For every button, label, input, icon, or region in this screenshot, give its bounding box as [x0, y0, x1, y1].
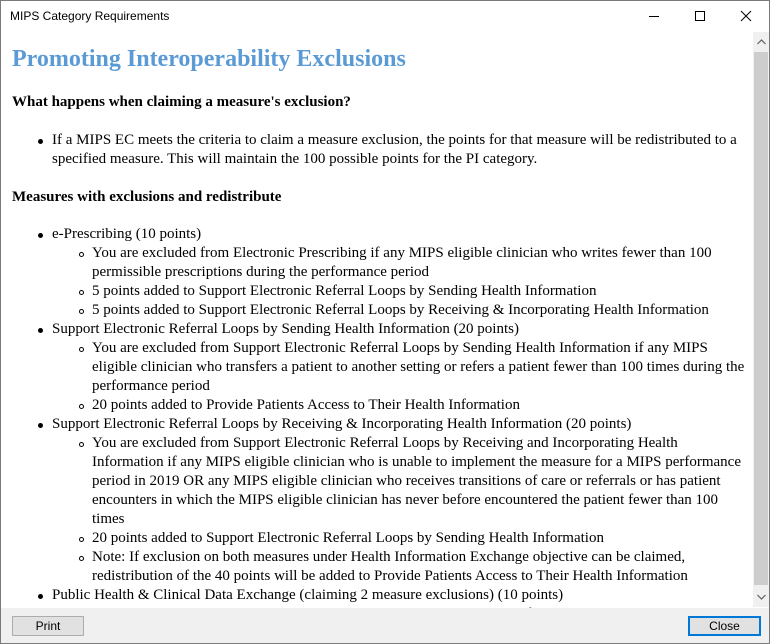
subitem-text: You are excluded from Support Electronic Referral Loops by Sending Health Information if any MIPS [92, 340, 708, 356]
print-button[interactable]: Print [12, 616, 84, 636]
scroll-down-arrow-icon [757, 594, 766, 600]
title-bar[interactable] [1, 1, 769, 31]
sub-bullet-icon [79, 442, 84, 447]
measure-label: e-Prescribing (10 points) [52, 226, 202, 242]
maximize-button[interactable] [677, 1, 723, 31]
scroll-up-arrow-icon [757, 39, 766, 45]
maximize-icon [695, 11, 705, 21]
intro-text-line: specified measure. This will maintain the 100 possible points for the PI category. [52, 151, 538, 167]
subitem-text: redistribution of the 40 points will be added to Provide Patients Access to Their Health Information [92, 568, 688, 584]
sub-bullet-icon [79, 290, 84, 295]
sub-bullet-icon [79, 309, 84, 314]
subitem-text: period in 2019 OR any MIPS eligible clinician who receives transitions of care or referrals or has patient [92, 473, 721, 489]
content-area[interactable] [1, 32, 753, 607]
subitem-text: encounters in which the MIPS eligible clinician has never before encountered the patient fewer than 100 [92, 492, 719, 508]
sub-bullet-icon [79, 404, 84, 409]
subitem-text: Note: If exclusion on both measures under Health Information Exchange objective can be claimed, [92, 549, 686, 565]
sub-bullet-icon [79, 537, 84, 542]
measure-label: Support Electronic Referral Loops by Sending Health Information (20 points) [52, 321, 519, 337]
subitem-text: You are excluded from Support Electronic Referral Loops by Receiving and Incorporating Health [92, 435, 678, 451]
close-window-button[interactable] [723, 1, 769, 31]
measure-label: Support Electronic Referral Loops by Receiving & Incorporating Health Information (20 points) [52, 416, 632, 432]
subitem-text: permissible prescriptions during the performance period [92, 264, 429, 280]
measure-label: Public Health & Clinical Data Exchange (claiming 2 measure exclusions) (10 points) [52, 587, 564, 603]
intro-text-line: If a MIPS EC meets the criteria to claim a measure exclusion, the points for that measure will be redistributed to a [52, 132, 737, 148]
vertical-scrollbar[interactable] [753, 32, 769, 607]
bullet-icon [38, 423, 43, 428]
minimize-icon [649, 11, 659, 21]
subitem-text: 5 points added to Support Electronic Referral Loops by Sending Health Information [92, 283, 597, 299]
sub-bullet-icon [79, 347, 84, 352]
subitem-text: Information if any MIPS eligible clinician who is unable to implement the measure for a MIPS performance [92, 454, 741, 470]
section-heading-measures: Measures with exclusions and redistribute [12, 189, 282, 205]
minimize-button[interactable] [631, 1, 677, 31]
close-button[interactable]: Close [688, 616, 761, 636]
sub-bullet-icon [79, 252, 84, 257]
sub-bullet-icon [79, 556, 84, 561]
scroll-down-button[interactable] [753, 588, 769, 605]
subitem-text: 5 points added to Support Electronic Referral Loops by Receiving & Incorporating Health Information [92, 302, 709, 318]
section-heading-exclusion: What happens when claiming a measure's exclusion? [12, 94, 351, 110]
subitem-text: times [92, 511, 125, 527]
bullet-icon [38, 139, 43, 144]
bullet-icon [38, 233, 43, 238]
subitem-text: 20 points added to Support Electronic Referral Loops by Sending Health Information [92, 530, 604, 546]
footer-bar [1, 608, 769, 643]
window-title: MIPS Category Requirements [10, 9, 170, 23]
bullet-icon [38, 328, 43, 333]
subitem-text: performance period [92, 378, 210, 394]
page-title: Promoting Interoperability Exclusions [12, 46, 406, 72]
scroll-up-button[interactable] [753, 33, 769, 50]
subitem-text: eligible clinician who transfers a patient to another setting or refers a patient fewer than 100 times during the [92, 359, 745, 375]
subitem-text: 20 points added to Provide Patients Access to Their Health Information [92, 397, 520, 413]
bullet-icon [38, 594, 43, 599]
close-icon [741, 11, 751, 21]
scrollbar-thumb[interactable] [754, 52, 768, 585]
subitem-text: You are excluded from Electronic Prescribing if any MIPS eligible clinician who writes fewer than 100 [92, 245, 712, 261]
